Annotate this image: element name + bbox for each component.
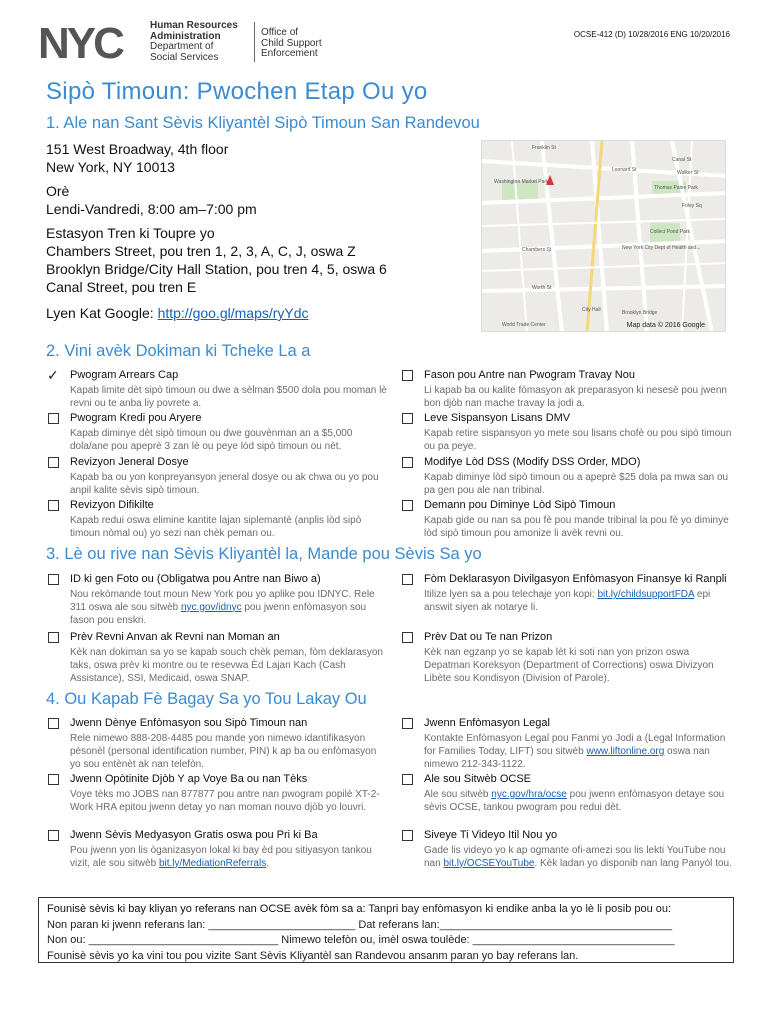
referral-intro: Founisè sèvis ki bay kliyan yo referans nan OCSE avèk fòm sa a: Tanpri bay enfòmasyon ki endike anba la yo lè li posib pou ou:: [47, 903, 672, 915]
address-line2: New York, NY 10013: [46, 159, 175, 175]
checkbox[interactable]: [48, 574, 59, 585]
referral-parent-row[interactable]: Non paran ki jwenn referans lan: ________________________ Dat referans lan:______________________________________: [47, 918, 673, 931]
item-description: Rele nimewo 888-208-4485 pou mande yon nimewo idantifikasyon pèsonèl (personal identification number, PIN) k ap ba ou enfòmasyon yo sou entènèt ak nan telefòn.: [70, 733, 377, 770]
item-description: Nou rekòmande tout moun New York pou yo aplike pou IDNYC. Rele 311 oswa ale sou sitwèb nyc.gov/idnyc pou jwenn enfòmasyon sou fason pou enskri.: [70, 589, 375, 626]
checklist-item: [48, 456, 388, 498]
checkbox[interactable]: [48, 632, 59, 643]
item-description: Kapab ba ou yon konpreyansyon jeneral dosye ou ak chwa ou yo pou anpil kalite sèvis sipò timoun.: [70, 472, 379, 496]
map-label-collect: Collect Pond Park: [650, 229, 691, 235]
item-description: Kapab gide ou nan sa pou fè pou mande tribinal la pou fè yo diminye lòd sipò timoun pou amonize li avèk revni ou.: [424, 515, 729, 539]
visit-info: [46, 140, 466, 322]
checkbox[interactable]: [402, 830, 413, 841]
form-id: OCSE-412 (D) 10/28/2016 ENG 10/20/2016: [573, 30, 730, 39]
checklist-item: [48, 412, 388, 454]
map-label-foley: Foley Sq: [682, 203, 702, 209]
map-label-cityhall: City Hall: [582, 307, 601, 313]
map-label-washington: Washington Market Park: [494, 179, 549, 185]
map-label-brooklyn: Brooklyn Bridge: [622, 310, 658, 316]
item-description: Kapab limite dèt sipò timoun ou dwe a sèlman $500 dola pou moman lè revni ou te anba liy povrete a.: [70, 385, 387, 409]
item-title: Jwenn Enfòmasyon Legal: [424, 717, 550, 729]
item-link[interactable]: bit.ly/childsupportFDA: [597, 589, 695, 600]
checklist-item: [48, 829, 388, 871]
item-title: Pwogram Arrears Cap: [70, 369, 179, 381]
referral-box: [38, 897, 734, 963]
item-description: Gade lis videyo yo k ap ogmante ofi-amezi sou lis lekti YouTube nou nan bit.ly/OCSEYouTube. Kèk ladan yo disponib nan lang Panyòl tou.: [424, 845, 732, 869]
train-line-2: Brooklyn Bridge/City Hall Station, pou tren 4, 5, oswa 6: [46, 261, 387, 277]
checklist-item: [402, 499, 732, 541]
trains-label: Estasyon Tren ki Toupre yo: [46, 225, 215, 241]
checkbox[interactable]: [48, 413, 59, 424]
checklist-item: [48, 773, 388, 815]
checkbox[interactable]: [402, 774, 413, 785]
checkbox[interactable]: [48, 774, 59, 785]
hours-value: Lendi-Vandredi, 8:00 am–7:00 pm: [46, 201, 257, 217]
maps-link[interactable]: http://goo.gl/maps/ryYdc: [157, 305, 309, 321]
checkbox[interactable]: [47, 367, 59, 383]
item-title: Revizyon Jeneral Dosye: [70, 456, 189, 468]
item-title: Siveye Ti Videyo Itil Nou yo: [424, 829, 558, 841]
checkbox[interactable]: [48, 457, 59, 468]
checkbox[interactable]: [402, 500, 413, 511]
checkbox[interactable]: [48, 718, 59, 729]
checklist-item: [48, 717, 388, 771]
item-description: Kèk nan egzanp yo se kapab lèt ki soti nan yon prizon oswa Depatman Koreksyon (Department of Corrections) oswa Divizyon Libète sou Kondisyon (Division of Parole).: [424, 647, 714, 684]
item-title: Revizyon Difikilte: [70, 499, 154, 511]
train-line-1: Chambers Street, pou tren 1, 2, 3, A, C, J, oswa Z: [46, 243, 356, 259]
nyc-logo-text: NYC: [38, 22, 122, 62]
checklist-item: [402, 456, 732, 498]
location-map[interactable]: [481, 140, 726, 332]
checkbox[interactable]: [402, 718, 413, 729]
checklist-item: [48, 573, 388, 627]
item-title: Ale sou Sitwèb OCSE: [424, 773, 531, 785]
map-graphic: [482, 141, 726, 332]
item-description: Kontakte Enfòmasyon Legal pou Fanmi yo Jodi a (Legal Information for Families Today, LIFT) sou sitwèb www.liftonline.org oswa nan nimewo 212-343-1122.: [424, 733, 726, 770]
page-header: [38, 18, 738, 68]
train-line-3: Canal Street, pou tren E: [46, 279, 197, 295]
checkbox[interactable]: [402, 413, 413, 424]
map-credit: Map data © 2016 Google: [626, 322, 705, 329]
checkbox[interactable]: [402, 457, 413, 468]
hra-name: Human Resources Administration Department of Social Services: [150, 20, 238, 63]
item-link[interactable]: bit.ly/OCSEYouTube: [443, 857, 535, 869]
item-description: Kapab diminye lòd sipò timoun ou a apeprè $25 dola pa mwa san ou pa gen pou ale nan tribinal.: [424, 472, 729, 496]
item-link[interactable]: nyc.gov/hra/ocse: [491, 789, 567, 800]
maps-label: Lyen Kat Google:: [46, 305, 154, 321]
item-description: Kapab redui oswa elimine kantite lajan siplemantè (anplis lòd sipò timoun nòmal ou) yo sezi nan chèk peman ou.: [70, 515, 362, 539]
checkbox[interactable]: [48, 830, 59, 841]
ocse-name: Office of Child Support Enforcement: [261, 27, 322, 59]
header-divider: [254, 22, 255, 62]
section2-heading: 2. Vini avèk Dokiman ki Tcheke La a: [46, 342, 311, 360]
address-line1: 151 West Broadway, 4th floor: [46, 141, 229, 157]
item-title: Demann pou Diminye Lòd Sipò Timoun: [424, 499, 616, 511]
item-title: Prèv Revni Anvan ak Revni nan Moman an: [70, 631, 280, 643]
section4-heading: 4. Ou Kapab Fè Bagay Sa yo Tou Lakay Ou: [46, 690, 367, 708]
nyc-logo: [38, 22, 144, 62]
map-label-franklin: Franklin St: [532, 145, 556, 151]
checklist-item: [402, 412, 732, 454]
item-description: Voye tèks mo JOBS nan 877877 pou antre nan pwogram popilè XT-2-Work HRA epitou jwenn detay yo nan moman nouvo djòb yo louvri.: [70, 789, 380, 813]
item-title: Jwenn Sèvis Medyasyon Gratis oswa pou Pri ki Ba: [70, 829, 318, 841]
checklist-item: [402, 829, 732, 871]
section1-heading: 1. Ale nan Sant Sèvis Kliyantèl Sipò Timoun San Randevou: [46, 114, 480, 132]
item-link[interactable]: www.liftonline.org: [586, 745, 665, 757]
item-title: Fòm Deklarasyon Divilgasyon Enfòmasyon Finansye ki Ranpli: [424, 573, 727, 585]
maps-row: [46, 304, 466, 322]
checklist-item: [402, 631, 732, 685]
map-label-thomas: Thomas Paine Park: [654, 185, 698, 191]
checklist-item: [402, 573, 732, 615]
checkmark-icon: ✓: [47, 367, 59, 383]
checklist-item: [402, 717, 732, 771]
referral-provider-row[interactable]: Non ou: _______________________________ Nimewo telefòn ou, imèl oswa toulède: _________________________________: [47, 934, 675, 946]
map-label-leonard: Leonard St: [612, 167, 637, 173]
checkbox[interactable]: [402, 632, 413, 643]
item-description: Pou jwenn yon lis òganizasyon lokal ki bay èd pou sitiyasyon tankou vizit, ale sou sitwèb bit.ly/MediationReferrals.: [70, 845, 372, 869]
hours-label: Orè: [46, 183, 70, 199]
map-label-canal: Canal St: [672, 157, 692, 163]
referral-note: Founisè sèvis yo ka vini tou pou vizite Sant Sèvis Kliyantèl san Randevou ansanm paran yo bay referans lan.: [47, 949, 579, 962]
item-title: Pwogram Kredi pou Aryere: [70, 412, 202, 424]
item-link[interactable]: nyc.gov/idnyc: [181, 601, 242, 613]
item-title: Fason pou Antre nan Pwogram Travay Nou: [424, 369, 635, 381]
checklist-item: [48, 499, 388, 541]
item-description: Itilize lyen sa a pou telechaje yon kopi: bit.ly/childsupportFDA epi answit siyen ak notarye li.: [424, 589, 711, 613]
item-description: Kapab diminye dèt sipò timoun ou dwe gouvènman an a $5,000 dola/ane pou apeprè 3 zan lè ou peye lòd sipò timoun ou nèt.: [70, 428, 353, 452]
checkbox[interactable]: [48, 500, 59, 511]
item-title: Modifye Lòd DSS (Modify DSS Order, MDO): [424, 456, 641, 468]
checklist-item: [402, 369, 732, 411]
checklist-item: [48, 631, 388, 685]
map-label-chambers: Chambers St: [522, 247, 552, 253]
item-description: Li kapab ba ou kalite fòmasyon ak preparasyon ki nesesè pou jwenn bon djòb nan mache travay la jodi a.: [424, 385, 727, 409]
checklist-item: [48, 369, 388, 411]
map-label-walker: Walker St: [677, 170, 699, 176]
item-title: Jwenn Opòtinite Djòb Y ap Voye Ba ou nan Tèks: [70, 773, 308, 785]
item-title: Jwenn Dènye Enfòmasyon sou Sipò Timoun nan: [70, 717, 308, 729]
item-description: Ale sou sitwèb nyc.gov/hra/ocse pou jwenn enfòmasyon detaye sou sèvis OCSE, tankou pwogram pou redui dèt.: [424, 789, 725, 813]
checklist-item: [402, 773, 732, 815]
section3-heading: 3. Lè ou rive nan Sèvis Kliyantèl la, Mande pou Sèvis Sa yo: [46, 545, 482, 563]
item-description: Kèk nan dokiman sa yo se kapab souch chèk peman, fòm deklarasyon taks, oswa prèv ki montre ou te resevwa Èd Lajan Kach (Cash Assistance), SSI, Medicaid, oswa SNAP.: [70, 647, 383, 684]
map-label-worth: Worth St: [532, 285, 552, 291]
item-title: ID ki gen Foto ou (Obligatwa pou Antre nan Biwo a): [70, 573, 321, 585]
checkbox[interactable]: [402, 370, 413, 381]
item-title: Leve Sispansyon Lisans DMV: [424, 412, 571, 424]
item-description: Kapab retire sispansyon yo mete sou lisans chofè ou pou sipò timoun ou pa peye.: [424, 428, 732, 452]
map-label-dept: New York City Dept of Health and...: [622, 245, 701, 251]
item-title: Prèv Dat ou Te nan Prizon: [424, 631, 553, 643]
page-title: Sipò Timoun: Pwochen Etap Ou yo: [46, 78, 428, 105]
checkbox[interactable]: [402, 574, 413, 585]
item-link[interactable]: bit.ly/MediationReferrals: [158, 857, 267, 869]
map-label-wtc: World Trade Center: [502, 322, 546, 328]
